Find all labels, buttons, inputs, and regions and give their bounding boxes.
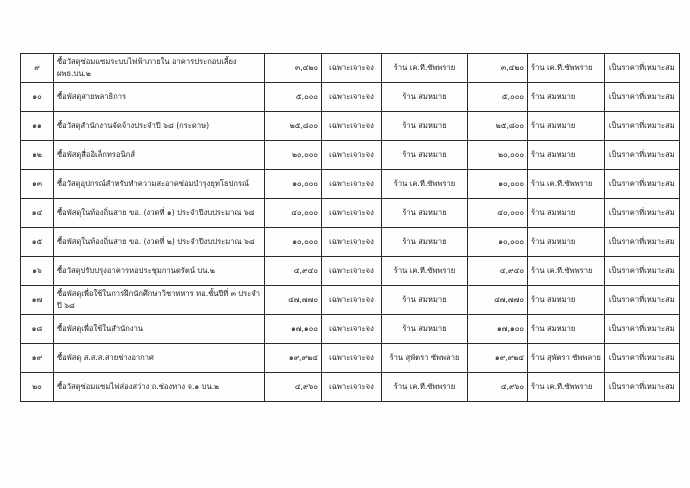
offered-vendor-text: ร้าน สมหมาย: [402, 121, 447, 130]
offered-vendor-text: ร้าน สมหมาย: [402, 324, 447, 333]
selection-reason: [604, 257, 679, 286]
offered-price: [468, 54, 528, 83]
row-number: [21, 257, 54, 286]
procurement-method: [322, 344, 382, 373]
offered-price: [468, 257, 528, 286]
selection-reason-text: เป็นราคาที่เหมาะสม: [608, 295, 675, 304]
table-row: [21, 141, 680, 170]
item-description: [54, 199, 265, 228]
selection-reason-text: เป็นราคาที่เหมาะสม: [608, 63, 675, 72]
offered-vendor: [382, 228, 468, 257]
offered-vendor-text: ร้าน สุพัตรา ซัพพลาย: [389, 353, 460, 362]
selection-reason-text: เป็นราคาที่เหมาะสม: [608, 208, 675, 217]
budget-amount-text: ๔๗,๗๗๐: [288, 295, 318, 304]
item-description: [54, 170, 265, 199]
budget-amount-text: ๑๙,๙๒๔: [288, 353, 318, 362]
selection-reason-text: เป็นราคาที่เหมาะสม: [608, 237, 675, 246]
selection-reason: [604, 286, 679, 315]
item-description: [54, 373, 265, 402]
selected-vendor-text: ร้าน สมหมาย: [531, 121, 576, 130]
budget-amount: [265, 141, 322, 170]
budget-amount: [265, 257, 322, 286]
row-number: [21, 286, 54, 315]
procurement-method-text: เฉพาะเจาะจง: [329, 150, 374, 159]
offered-vendor-text: ร้าน เค.ที.ซัพพราย: [393, 382, 456, 391]
offered-vendor-text: ร้าน สมหมาย: [402, 150, 447, 159]
item-description: [54, 257, 265, 286]
procurement-method: [322, 315, 382, 344]
procurement-table: [20, 53, 680, 402]
selection-reason: [604, 315, 679, 344]
selected-vendor: [528, 257, 605, 286]
budget-amount: [265, 315, 322, 344]
row-number-text: ๑๓: [31, 179, 42, 188]
table-row: [21, 315, 680, 344]
procurement-method-text: เฉพาะเจาะจง: [329, 266, 374, 275]
offered-price-text: ๕,๐๐๐: [501, 92, 524, 101]
selection-reason: [604, 112, 679, 141]
selection-reason-text: เป็นราคาที่เหมาะสม: [608, 179, 675, 188]
selected-vendor: [528, 141, 605, 170]
offered-vendor: [382, 83, 468, 112]
selected-vendor-text: ร้าน เค.ที.ซัพพราย: [531, 266, 593, 275]
row-number-text: ๑๑: [32, 121, 42, 130]
selected-vendor-text: ร้าน เค.ที.ซัพพราย: [531, 63, 593, 72]
selection-reason-text: เป็นราคาที่เหมาะสม: [608, 382, 675, 391]
row-number-text: ๑๘: [31, 324, 43, 333]
row-number: [21, 344, 54, 373]
budget-amount-text: ๔๐,๐๐๐: [291, 208, 318, 217]
selected-vendor-text: ร้าน สมหมาย: [531, 150, 576, 159]
offered-price-text: ๑๙,๙๒๔: [494, 353, 524, 362]
offered-price: [468, 373, 528, 402]
selected-vendor-text: ร้าน เค.ที.ซัพพราย: [531, 382, 593, 391]
item-description-text: ซื้อวัสดุซ่อมแซมระบบไฟฟ้าภายใน อาคารประกอบเลี้ยง ผพธ.บน.๒: [57, 57, 237, 78]
row-number: [21, 315, 54, 344]
offered-vendor: [382, 373, 468, 402]
budget-amount: [265, 170, 322, 199]
selected-vendor: [528, 112, 605, 141]
offered-vendor: [382, 344, 468, 373]
row-number: [21, 54, 54, 83]
offered-price-text: ๒๕,๘๐๐: [495, 121, 524, 130]
budget-amount: [265, 373, 322, 402]
offered-price-text: ๔๐,๐๐๐: [497, 208, 524, 217]
item-description: [54, 54, 265, 83]
procurement-method-text: เฉพาะเจาะจง: [329, 324, 374, 333]
item-description: [54, 344, 265, 373]
procurement-method: [322, 112, 382, 141]
selection-reason-text: เป็นราคาที่เหมาะสม: [608, 353, 675, 362]
selection-reason: [604, 141, 679, 170]
budget-amount: [265, 286, 322, 315]
procurement-method-text: เฉพาะเจาะจง: [329, 179, 374, 188]
item-description-text: ซื้อพัสดุ ส.ส.ส.สายช่างอากาศ: [57, 353, 154, 362]
budget-amount: [265, 112, 322, 141]
offered-price-text: ๔,๙๔๐: [499, 266, 524, 275]
offered-vendor: [382, 170, 468, 199]
row-number-text: ๑๕: [31, 237, 43, 246]
item-description-text: ซื้อพัสดุสื่ออิเล็กทรอนิกส์: [57, 150, 135, 159]
selection-reason: [604, 54, 679, 83]
budget-amount-text: ๓,๔๒๐: [295, 63, 318, 72]
offered-price: [468, 228, 528, 257]
selected-vendor-text: ร้าน สมหมาย: [531, 237, 576, 246]
row-number-text: ๑๖: [32, 266, 42, 275]
budget-amount-text: ๔,๙๔๐: [293, 266, 318, 275]
procurement-table-body: [21, 54, 680, 402]
table-row: [21, 112, 680, 141]
offered-vendor: [382, 286, 468, 315]
selected-vendor-text: ร้าน สมหมาย: [531, 324, 576, 333]
offered-vendor: [382, 257, 468, 286]
offered-price-text: ๑๐,๐๐๐: [498, 179, 524, 188]
table-row: [21, 257, 680, 286]
item-description-text: ซื้อวัสดุซ่อมแซมไฟส่องสว่าง ถ.ช่องทาง จ.๑ บน.๒: [57, 382, 220, 391]
item-description: [54, 315, 265, 344]
row-number-text: ๒๐: [32, 382, 42, 391]
procurement-method: [322, 83, 382, 112]
selected-vendor-text: ร้าน สุพัตรา ซัพพลาย: [531, 353, 601, 362]
procurement-method: [322, 286, 382, 315]
row-number: [21, 373, 54, 402]
table-row: [21, 228, 680, 257]
offered-price: [468, 170, 528, 199]
procurement-method-text: เฉพาะเจาะจง: [329, 121, 374, 130]
offered-vendor-text: ร้าน สมหมาย: [402, 208, 447, 217]
procurement-method-text: เฉพาะเจาะจง: [329, 92, 374, 101]
offered-price-text: ๑๗,๑๐๐: [496, 324, 524, 333]
selection-reason: [604, 344, 679, 373]
procurement-method: [322, 54, 382, 83]
item-description-text: ซื้อวัสดุอุปกรณ์สำหรับทำความสะอาดซ่อมบำรุงยุทโธปกรณ์: [57, 179, 250, 188]
selection-reason: [604, 228, 679, 257]
item-description: [54, 228, 265, 257]
selection-reason-text: เป็นราคาที่เหมาะสม: [608, 324, 675, 333]
selected-vendor-text: ร้าน สมหมาย: [531, 208, 576, 217]
budget-amount-text: ๑๐,๐๐๐: [292, 237, 318, 246]
procurement-method-text: เฉพาะเจาะจง: [329, 353, 374, 362]
selected-vendor: [528, 83, 605, 112]
budget-amount: [265, 83, 322, 112]
offered-vendor-text: ร้าน สมหมาย: [402, 92, 447, 101]
row-number: [21, 170, 54, 199]
table-row: [21, 83, 680, 112]
procurement-method-text: เฉพาะเจาะจง: [329, 382, 374, 391]
offered-price-text: ๓,๔๒๐: [501, 63, 524, 72]
procurement-method-text: เฉพาะเจาะจง: [329, 237, 374, 246]
selected-vendor-text: ร้าน สมหมาย: [531, 295, 576, 304]
selected-vendor: [528, 228, 605, 257]
procurement-method-text: เฉพาะเจาะจง: [329, 295, 374, 304]
offered-price-text: ๔,๙๖๐: [500, 382, 524, 391]
selection-reason-text: เป็นราคาที่เหมาะสม: [608, 266, 675, 275]
procurement-method: [322, 257, 382, 286]
offered-price: [468, 315, 528, 344]
row-number: [21, 141, 54, 170]
offered-vendor: [382, 141, 468, 170]
item-description-text: ซื้อพัสดุสายพลาธิการ: [57, 92, 127, 101]
row-number: [21, 112, 54, 141]
item-description-text: ซื้อพัสดุเพื่อใช้ในการฝึกนักศึกษาวิชาทหาร ทอ.ชั้นปีที่ ๓ ประจำปี ๖๘: [57, 289, 260, 310]
procurement-method-text: เฉพาะเจาะจง: [329, 63, 374, 72]
procurement-method: [322, 141, 382, 170]
budget-amount-text: ๒๕,๘๐๐: [289, 121, 318, 130]
offered-vendor-text: ร้าน สมหมาย: [402, 237, 447, 246]
selection-reason-text: เป็นราคาที่เหมาะสม: [608, 121, 675, 130]
table-row: [21, 286, 680, 315]
row-number-text: ๑๐: [32, 92, 42, 101]
item-description-text: ซื้อวัสดุปรับปรุงอาคารหอประชุมกานตรัตน์ บน.๒: [57, 266, 215, 275]
row-number-text: ๑๔: [31, 208, 43, 217]
selection-reason: [604, 373, 679, 402]
budget-amount-text: ๕,๐๐๐: [295, 92, 318, 101]
item-description-text: ซื้อพัสดุในท้องถิ่นสาย ขอ. (งวดที่ ๑) ประจำปีงบประมาณ ๖๘: [57, 208, 255, 217]
offered-vendor: [382, 315, 468, 344]
selection-reason: [604, 83, 679, 112]
table-row: [21, 344, 680, 373]
selected-vendor: [528, 199, 605, 228]
budget-amount: [265, 199, 322, 228]
offered-price: [468, 199, 528, 228]
item-description: [54, 83, 265, 112]
offered-price: [468, 112, 528, 141]
offered-price-text: ๒๐,๐๐๐: [498, 150, 524, 159]
table-row: [21, 373, 680, 402]
item-description: [54, 141, 265, 170]
item-description-text: ซื้อวัสดุสำนักงานจัดจ้างประจำปี ๖๘ (กระดาษ): [57, 121, 210, 130]
procurement-method: [322, 170, 382, 199]
selection-reason-text: เป็นราคาที่เหมาะสม: [608, 92, 675, 101]
budget-amount: [265, 228, 322, 257]
budget-amount-text: ๒๐,๐๐๐: [292, 150, 318, 159]
item-description-text: ซื้อพัสดุเพื่อใช้ในสำนักงาน: [57, 324, 144, 333]
procurement-method-text: เฉพาะเจาะจง: [329, 208, 374, 217]
offered-vendor: [382, 54, 468, 83]
row-number-text: ๑๙: [31, 353, 43, 362]
offered-vendor-text: ร้าน สมหมาย: [402, 295, 447, 304]
offered-price: [468, 141, 528, 170]
budget-amount: [265, 54, 322, 83]
selected-vendor: [528, 286, 605, 315]
row-number-text: ๑๗: [31, 295, 43, 304]
budget-amount: [265, 344, 322, 373]
item-description-text: ซื้อพัสดุในท้องถิ่นสาย ขอ. (งวดที่ ๒) ประจำปีงบประมาณ ๖๘: [57, 237, 255, 246]
table-row: [21, 54, 680, 83]
selection-reason: [604, 170, 679, 199]
offered-vendor-text: ร้าน เค.ที.ซัพพราย: [393, 266, 456, 275]
offered-vendor: [382, 199, 468, 228]
row-number: [21, 228, 54, 257]
procurement-method: [322, 373, 382, 402]
row-number-text: ๙: [34, 63, 40, 72]
offered-vendor-text: ร้าน เค.ที.ซัพพราย: [393, 179, 456, 188]
procurement-method: [322, 228, 382, 257]
selected-vendor: [528, 344, 605, 373]
table-row: [21, 199, 680, 228]
offered-vendor-text: ร้าน เค.ที.ซัพพราย: [393, 63, 456, 72]
row-number-text: ๑๒: [32, 150, 42, 159]
selected-vendor: [528, 373, 605, 402]
selected-vendor: [528, 54, 605, 83]
selected-vendor: [528, 315, 605, 344]
procurement-method: [322, 199, 382, 228]
selection-reason-text: เป็นราคาที่เหมาะสม: [608, 150, 675, 159]
row-number: [21, 199, 54, 228]
offered-price: [468, 344, 528, 373]
budget-amount-text: ๔,๙๖๐: [294, 382, 318, 391]
budget-amount-text: ๑๐,๐๐๐: [292, 179, 318, 188]
selection-reason: [604, 199, 679, 228]
offered-price: [468, 286, 528, 315]
selected-vendor-text: ร้าน เค.ที.ซัพพราย: [531, 179, 593, 188]
item-description: [54, 112, 265, 141]
offered-vendor: [382, 112, 468, 141]
selected-vendor: [528, 170, 605, 199]
row-number: [21, 83, 54, 112]
offered-price-text: ๔๗,๗๗๐: [494, 295, 524, 304]
budget-amount-text: ๑๗,๑๐๐: [290, 324, 318, 333]
offered-price: [468, 83, 528, 112]
selected-vendor-text: ร้าน สมหมาย: [531, 92, 576, 101]
table-row: [21, 170, 680, 199]
offered-price-text: ๑๐,๐๐๐: [498, 237, 524, 246]
item-description: [54, 286, 265, 315]
